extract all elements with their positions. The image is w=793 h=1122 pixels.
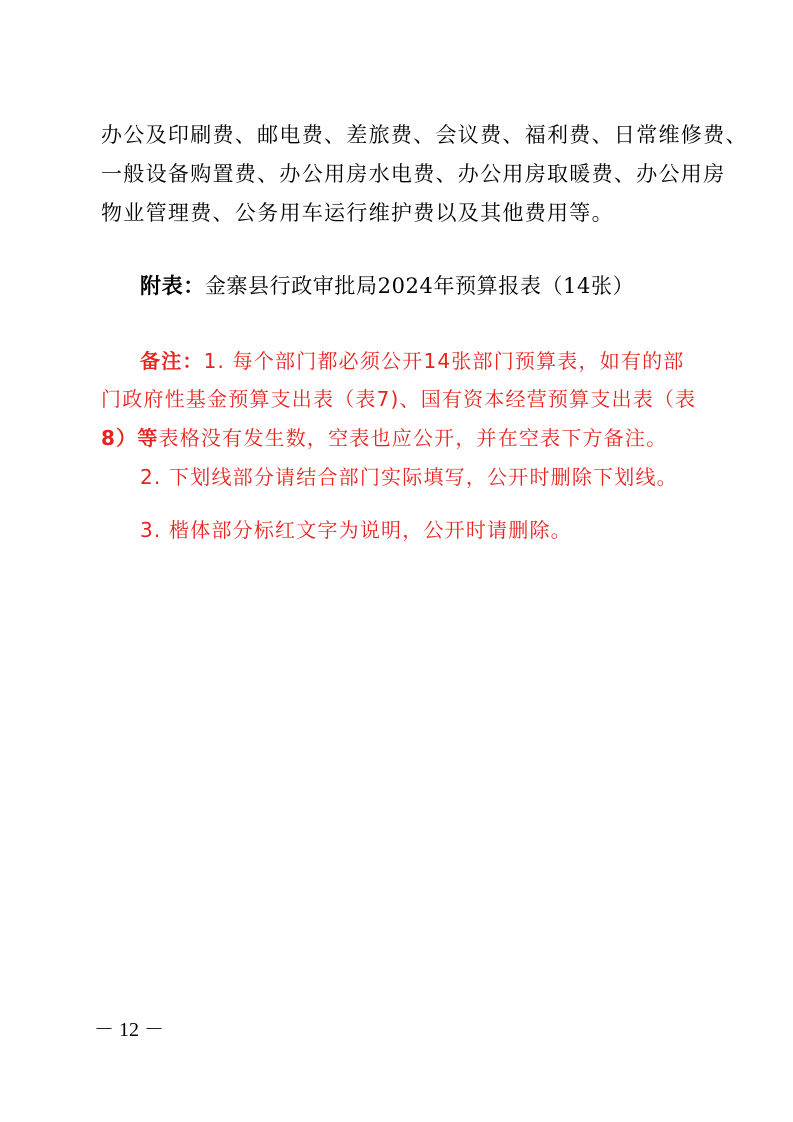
note-line-3 [101,423,667,453]
appendix-text: 金寨县行政审批局2024年预算报表（14张） [204,274,635,298]
note-line-1 [140,346,685,376]
appendix-line [140,271,634,301]
body-text-line-3: 物业管理费、公务用车运行维护费以及其他费用等。 [101,201,614,225]
appendix-label: 附表： [140,273,205,298]
note-item-1-start: 1. 每个部门都必须公开14张部门预算表，如有的部 [203,349,685,373]
note-item-2: 2. 下划线部分请结合部门实际填写，公开时删除下划线。 [140,465,678,489]
note-line-2: 门政府性基金预算支出表（表7)、国有资本经营预算支出表（表 [101,387,697,411]
note-line-3-rest: 表格没有发生数，空表也应公开，并在空表下方备注。 [158,426,668,450]
page-number: － 12 － [94,1019,164,1041]
body-text-line-2: 一般设备购置费、办公用房水电费、办公用房取暖费、办公用房 [101,162,726,186]
note-label: 备注： [140,349,204,373]
note-item-3: 3. 楷体部分标红文字为说明，公开时请删除。 [140,518,572,542]
body-text-line-1: 办公及印刷费、邮电费、差旅费、会议费、福利费、日常维修费、 [101,123,748,147]
note-line-3-bold: 8）等 [101,426,159,450]
